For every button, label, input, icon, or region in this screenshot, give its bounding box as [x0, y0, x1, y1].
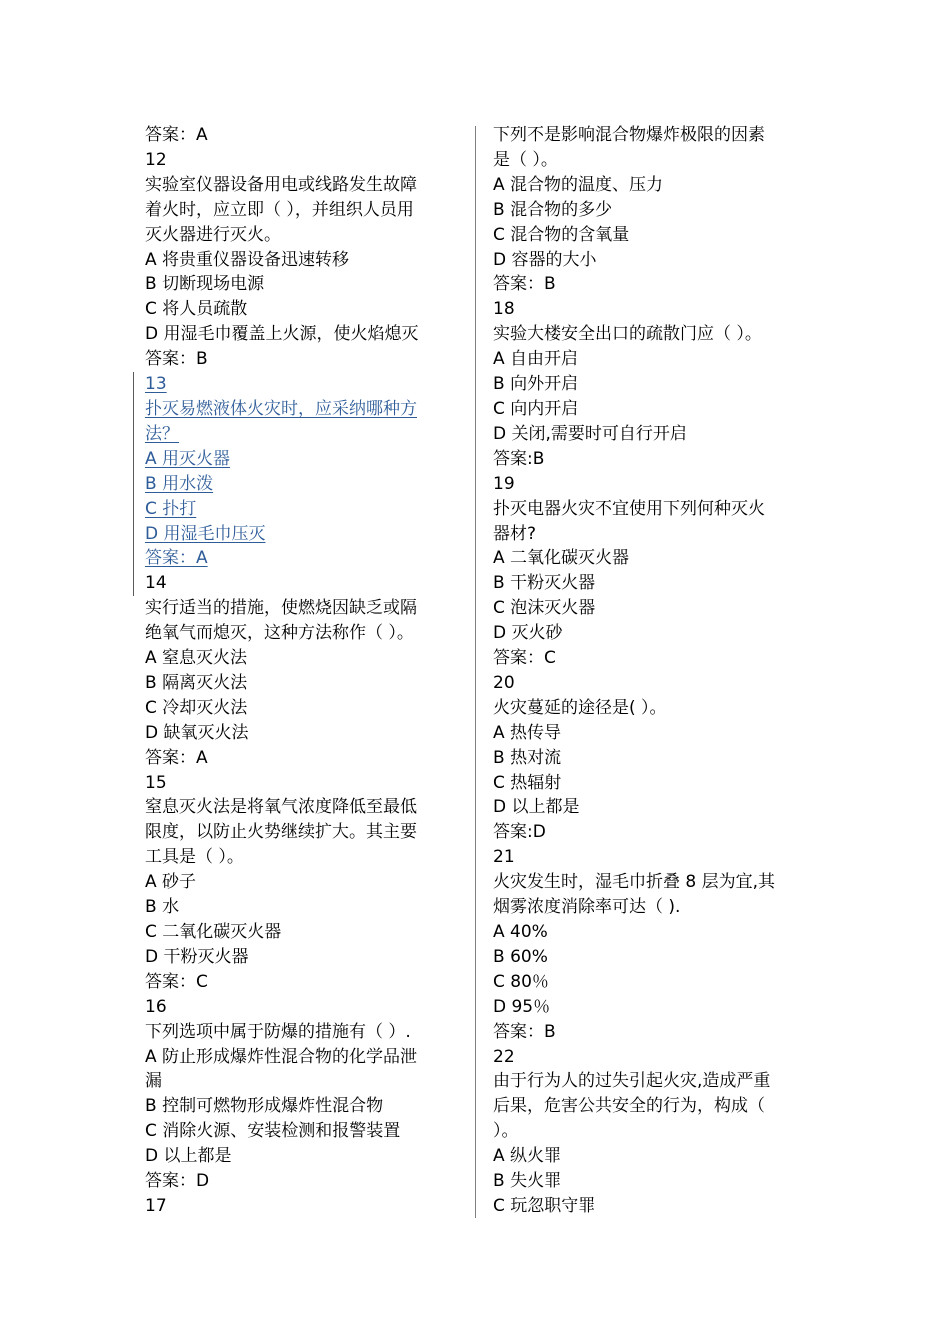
text-line: 实验室仪器设备用电或线路发生故障 — [145, 174, 417, 195]
text-line: 12 — [145, 149, 167, 170]
text-line: 15 — [145, 772, 167, 793]
text-line: B 失火罪 — [493, 1171, 562, 1192]
revision-change-bar — [133, 372, 134, 596]
text-line: 答案：C — [493, 648, 556, 669]
text-line[interactable]: 法？ — [145, 423, 179, 444]
text-line: 绝氧气而熄灭，这种方法称作（ ）。 — [145, 623, 414, 644]
text-line: D 灭火砂 — [493, 623, 563, 644]
text-line[interactable]: 13 — [145, 374, 167, 395]
text-line: 16 — [145, 996, 167, 1017]
text-line: 答案:B — [493, 448, 545, 469]
text-line: 是（ ）。 — [493, 149, 558, 170]
text-line[interactable]: 答案：A — [145, 548, 208, 569]
text-line: A 二氧化碳灭火器 — [493, 548, 630, 569]
text-line: 后果，危害公共安全的行为，构成（ — [493, 1096, 765, 1117]
text-line: 器材? — [493, 523, 537, 544]
text-line: D 以上都是 — [493, 797, 580, 818]
text-line: D 以上都是 — [145, 1146, 232, 1167]
text-line: B 热对流 — [493, 747, 562, 768]
text-line: 答案：C — [145, 971, 208, 992]
text-line: B 水 — [145, 897, 180, 918]
text-line: C 冷却灭火法 — [145, 697, 248, 718]
question-block — [493, 671, 811, 845]
text-line: 灭火器进行灭火。 — [145, 224, 281, 245]
question-block — [493, 472, 811, 671]
question-block — [145, 771, 463, 995]
text-line: 答案：A — [145, 747, 208, 768]
text-line: A 自由开启 — [493, 349, 579, 370]
text-line: 限度，以防止火势继续扩大。其主要 — [145, 822, 417, 843]
question-block — [493, 123, 811, 297]
text-line: 窒息灭火法是将氧气浓度降低至最低 — [145, 797, 417, 818]
text-line: 答案：A — [145, 125, 208, 145]
text-line: 14 — [145, 573, 167, 594]
text-line: 17 — [145, 1195, 167, 1216]
text-line: 实验大楼安全出口的疏散门应（ ）。 — [493, 324, 762, 345]
question-block — [145, 148, 463, 372]
text-line: C 向内开启 — [493, 398, 579, 419]
text-line: 20 — [493, 672, 515, 693]
text-line: 答案：B — [145, 349, 208, 370]
text-line: D 容器的大小 — [493, 249, 597, 270]
text-line: 下列不是影响混合物爆炸极限的因素 — [493, 125, 765, 145]
text-line: 实行适当的措施，使燃烧因缺乏或隔 — [145, 598, 417, 619]
text-line: A 40% — [493, 922, 548, 942]
text-line[interactable]: B 用水泼 — [145, 473, 214, 494]
left-column — [145, 123, 463, 1219]
text-line: A 将贵重仪器设备迅速转移 — [145, 249, 350, 270]
text-line: 19 — [493, 473, 515, 494]
text-line: A 砂子 — [145, 872, 197, 893]
text-line: 扑灭电器火灾不宜使用下列何种灭火 — [493, 498, 765, 519]
text-line: 漏 — [145, 1071, 162, 1092]
text-line: 答案：B — [493, 1021, 556, 1042]
text-line: C 二氧化碳灭火器 — [145, 922, 282, 942]
text-line: ）。 — [493, 1121, 519, 1142]
text-line: A 混合物的温度、压力 — [493, 174, 664, 195]
text-line: C 泡沫灭火器 — [493, 598, 596, 619]
text-line: B 隔离灭火法 — [145, 672, 248, 693]
text-line: 答案：B — [493, 274, 556, 295]
question-block — [493, 297, 811, 471]
text-line: 18 — [493, 299, 515, 320]
text-line: 工具是（ ）。 — [145, 847, 244, 868]
text-line: B 混合物的多少 — [493, 199, 613, 220]
text-line: 下列选项中属于防爆的措施有（ ）. — [145, 1021, 411, 1042]
text-line: 答案：D — [145, 1171, 210, 1192]
text-line: A 热传导 — [493, 722, 562, 743]
text-line[interactable]: D 用湿毛巾压灭 — [145, 523, 266, 544]
text-line: 22 — [493, 1046, 515, 1067]
question-block — [145, 1194, 463, 1219]
question-block — [145, 571, 463, 770]
text-line[interactable]: A 用灭火器 — [145, 448, 231, 469]
text-line[interactable]: C 扑打 — [145, 498, 197, 519]
text-line: B 60% — [493, 946, 548, 967]
text-line: 火灾发生时，湿毛巾折叠 8 层为宜,其 — [493, 872, 776, 893]
text-line: 21 — [493, 847, 515, 868]
text-line: 烟雾浓度消除率可达（ ). — [493, 897, 681, 918]
text-line: D 用湿毛巾覆盖上火源，使火焰熄灭 — [145, 324, 419, 345]
text-line: A 窒息灭火法 — [145, 648, 248, 669]
text-line: D 干粉灭火器 — [145, 946, 249, 967]
text-line: 着火时，应立即（ ），并组织人员用 — [145, 199, 414, 220]
text-line: B 切断现场电源 — [145, 274, 265, 295]
text-line: C 热辐射 — [493, 772, 562, 793]
text-line: 火灾蔓延的途径是( ）。 — [493, 697, 667, 718]
text-line: A 防止形成爆炸性混合物的化学品泄 — [145, 1046, 418, 1067]
text-line: B 干粉灭火器 — [493, 573, 596, 594]
text-line: D 缺氧灭火法 — [145, 722, 249, 743]
text-line: B 向外开启 — [493, 374, 579, 395]
right-column — [493, 123, 811, 1219]
question-block — [145, 123, 463, 148]
question-block — [493, 1045, 811, 1219]
text-line: 答案:D — [493, 822, 546, 843]
text-line: D 关闭,需要时可自行开启 — [493, 423, 687, 444]
text-line: C 消除火源、安装检测和报警装置 — [145, 1121, 401, 1142]
text-line: C 80％ — [493, 971, 549, 992]
text-line: 由于行为人的过失引起火灾,造成严重 — [493, 1071, 771, 1092]
question-block[interactable] — [145, 372, 463, 571]
text-line: D 95％ — [493, 996, 551, 1017]
text-line: C 将人员疏散 — [145, 299, 248, 320]
text-line[interactable]: 扑灭易燃液体火灾时，应采纳哪种方 — [145, 398, 417, 419]
question-block — [145, 995, 463, 1194]
text-line: A 纵火罪 — [493, 1146, 562, 1167]
column-divider — [475, 126, 476, 1218]
text-line: B 控制可燃物形成爆炸性混合物 — [145, 1096, 384, 1117]
text-line: C 玩忽职守罪 — [493, 1195, 596, 1216]
question-block — [493, 845, 811, 1044]
text-line: C 混合物的含氧量 — [493, 224, 630, 245]
